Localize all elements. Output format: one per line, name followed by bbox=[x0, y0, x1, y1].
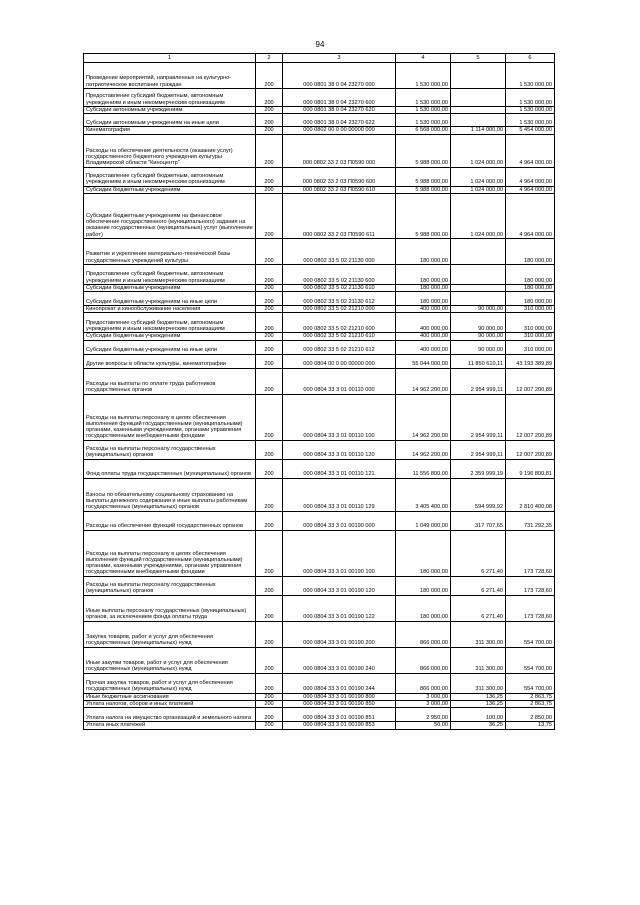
row-executed-cell bbox=[451, 89, 506, 107]
row-remaining-cell: 2 850,00 bbox=[506, 708, 555, 722]
row-grbs-cell: 200 bbox=[256, 292, 283, 306]
page-number: 94 bbox=[315, 40, 325, 49]
row-executed-cell bbox=[451, 114, 506, 127]
row-remaining-cell: 310 000,00 bbox=[506, 306, 555, 313]
table-row bbox=[84, 722, 555, 729]
row-grbs-cell: 200 bbox=[256, 89, 283, 107]
row-remaining-cell: 173 728,60 bbox=[506, 595, 555, 621]
row-executed-cell: 90 000,00 bbox=[451, 313, 506, 333]
row-approved-cell: 1 530 000,00 bbox=[396, 63, 451, 89]
row-grbs-cell: 200 bbox=[256, 576, 283, 595]
table-row bbox=[84, 340, 555, 354]
row-name-cell: Иные бюджетные ассигнования bbox=[84, 693, 256, 700]
row-grbs-cell: 200 bbox=[256, 134, 283, 167]
row-name-cell: Уплата иных платежей bbox=[84, 722, 256, 729]
row-remaining-cell: 2 863,75 bbox=[506, 693, 555, 700]
row-grbs-cell: 200 bbox=[256, 127, 283, 134]
row-executed-cell bbox=[451, 63, 506, 89]
row-approved-cell: 180 000,00 bbox=[396, 264, 451, 284]
row-executed-cell: 136,25 bbox=[451, 701, 506, 708]
table-row bbox=[84, 530, 555, 576]
row-approved-cell: 14 962 200,00 bbox=[396, 440, 451, 459]
row-grbs-cell: 200 bbox=[256, 284, 283, 291]
row-name-cell: Фонд оплаты труда государственных (муниципальных) органов bbox=[84, 459, 256, 478]
table-row bbox=[84, 107, 555, 114]
row-approved-cell: 180 000,00 bbox=[396, 284, 451, 291]
table-row bbox=[84, 368, 555, 394]
row-grbs-cell: 200 bbox=[256, 63, 283, 89]
table-row bbox=[84, 459, 555, 478]
row-approved-cell: 6 568 000,00 bbox=[396, 127, 451, 134]
table-row bbox=[84, 313, 555, 333]
row-approved-cell: 5 988 000,00 bbox=[396, 193, 451, 238]
row-code-cell: 000 0802 33 5 02 21210 612 bbox=[283, 340, 396, 354]
row-code-cell: 000 0802 33 5 02 21130 612 bbox=[283, 292, 396, 306]
row-grbs-cell: 200 bbox=[256, 440, 283, 459]
header-cell: 1 bbox=[84, 54, 256, 63]
row-approved-cell: 180 000,00 bbox=[396, 238, 451, 264]
row-executed-cell: 2 954 999,11 bbox=[451, 394, 506, 440]
row-approved-cell: 1 530 000,00 bbox=[396, 107, 451, 114]
header-cell: 4 bbox=[396, 54, 451, 63]
row-grbs-cell: 200 bbox=[256, 114, 283, 127]
row-remaining-cell: 13,75 bbox=[506, 722, 555, 729]
row-grbs-cell: 200 bbox=[256, 595, 283, 621]
row-executed-cell: 2 359 999,19 bbox=[451, 459, 506, 478]
row-grbs-cell: 200 bbox=[256, 647, 283, 673]
table-row bbox=[84, 647, 555, 673]
table-row bbox=[84, 114, 555, 127]
row-approved-cell: 180 000,00 bbox=[396, 595, 451, 621]
row-remaining-cell: 310 000,00 bbox=[506, 333, 555, 340]
row-name-cell: Уплата налога на имущество организаций и земельного налога bbox=[84, 708, 256, 722]
row-name-cell: Расходы на выплаты персоналу в целях обеспечения выполнения функций государственными (муниципальными) органами, казенными учреждениями, органами управления государственными внебюджетными фондами bbox=[84, 394, 256, 440]
row-approved-cell: 400 000,00 bbox=[396, 306, 451, 313]
row-remaining-cell: 173 728,60 bbox=[506, 576, 555, 595]
row-code-cell: 000 0804 33 3 01 00110 000 bbox=[283, 368, 396, 394]
row-name-cell: Другие вопросы в области культуры, кинематографии bbox=[84, 354, 256, 368]
row-grbs-cell: 200 bbox=[256, 708, 283, 722]
row-executed-cell bbox=[451, 284, 506, 291]
row-executed-cell: 11 850 610,11 bbox=[451, 354, 506, 368]
row-approved-cell: 14 962 200,00 bbox=[396, 394, 451, 440]
row-remaining-cell: 180 000,00 bbox=[506, 292, 555, 306]
row-grbs-cell: 200 bbox=[256, 394, 283, 440]
row-remaining-cell: 310 000,00 bbox=[506, 340, 555, 354]
row-name-cell: Расходы на выплаты по оплате труда работников государственных органов bbox=[84, 368, 256, 394]
row-code-cell: 000 0804 00 0 00 00000 000 bbox=[283, 354, 396, 368]
row-code-cell: 000 0802 33 5 02 21130 000 bbox=[283, 238, 396, 264]
row-executed-cell: 311 300,00 bbox=[451, 621, 506, 647]
row-code-cell: 000 0804 33 3 01 00190 850 bbox=[283, 701, 396, 708]
table-row bbox=[84, 621, 555, 647]
row-name-cell: Субсидии бюджетным учреждениям bbox=[84, 284, 256, 291]
row-code-cell: 000 0804 33 3 01 00110 129 bbox=[283, 478, 396, 511]
row-executed-cell: 6 271,40 bbox=[451, 530, 506, 576]
row-executed-cell: 136,25 bbox=[451, 693, 506, 700]
row-grbs-cell: 200 bbox=[256, 193, 283, 238]
row-code-cell: 000 0801 38 0 04 23270 620 bbox=[283, 107, 396, 114]
row-remaining-cell: 43 193 389,89 bbox=[506, 354, 555, 368]
row-name-cell: Расходы на выплаты персоналу в целях обеспечения выполнения функций государственными (муниципальными) органами, казенными учреждениями, органами управления государственными внебюджетными фондами bbox=[84, 530, 256, 576]
header-cell: 6 bbox=[506, 54, 555, 63]
header-cell: 3 bbox=[283, 54, 396, 63]
row-grbs-cell: 200 bbox=[256, 621, 283, 647]
row-executed-cell: 1 114 000,00 bbox=[451, 127, 506, 134]
row-name-cell: Расходы на обеспечение деятельности (оказание услуг) государственного бюджетного учреждения культуры Владимирской области "Киноцентр" bbox=[84, 134, 256, 167]
row-executed-cell bbox=[451, 264, 506, 284]
row-code-cell: 000 0802 33 5 02 21210 000 bbox=[283, 306, 396, 313]
row-name-cell: Расходы на выплаты персоналу государственных (муниципальных) органов bbox=[84, 440, 256, 459]
row-grbs-cell: 200 bbox=[256, 264, 283, 284]
row-executed-cell: 594 999,92 bbox=[451, 478, 506, 511]
row-code-cell: 000 0804 33 3 01 00190 100 bbox=[283, 530, 396, 576]
row-grbs-cell: 200 bbox=[256, 722, 283, 729]
row-name-cell: Развитие и укрепление материально-технической базы государственных учреждений культуры bbox=[84, 238, 256, 264]
row-code-cell: 000 0804 33 3 01 00190 000 bbox=[283, 511, 396, 530]
row-approved-cell: 3 405 400,00 bbox=[396, 478, 451, 511]
row-remaining-cell: 310 000,00 bbox=[506, 313, 555, 333]
row-approved-cell: 11 556 800,00 bbox=[396, 459, 451, 478]
row-name-cell: Субсидии бюджетным учреждениям bbox=[84, 186, 256, 193]
row-approved-cell: 55 044 000,00 bbox=[396, 354, 451, 368]
row-grbs-cell: 200 bbox=[256, 313, 283, 333]
row-code-cell: 000 0801 38 0 04 23270 600 bbox=[283, 89, 396, 107]
header-cell: 5 bbox=[451, 54, 506, 63]
row-executed-cell: 6 271,40 bbox=[451, 595, 506, 621]
row-grbs-cell: 200 bbox=[256, 107, 283, 114]
row-code-cell: 000 0802 33 5 02 21130 610 bbox=[283, 284, 396, 291]
row-remaining-cell: 1 530 000,00 bbox=[506, 63, 555, 89]
row-executed-cell: 90 000,00 bbox=[451, 333, 506, 340]
row-remaining-cell: 9 196 800,81 bbox=[506, 459, 555, 478]
row-remaining-cell: 12 007 200,89 bbox=[506, 440, 555, 459]
budget-table bbox=[83, 53, 555, 730]
row-code-cell: 000 0804 33 3 01 00190 800 bbox=[283, 693, 396, 700]
row-code-cell: 000 0802 33 2 03 П0590 610 bbox=[283, 186, 396, 193]
row-code-cell: 000 0802 33 5 02 21130 600 bbox=[283, 264, 396, 284]
row-code-cell: 000 0804 33 3 01 00190 200 bbox=[283, 621, 396, 647]
row-grbs-cell: 200 bbox=[256, 459, 283, 478]
table-row bbox=[84, 478, 555, 511]
row-code-cell: 000 0802 33 5 02 21210 610 bbox=[283, 333, 396, 340]
row-code-cell: 000 0804 33 3 01 00190 851 bbox=[283, 708, 396, 722]
row-approved-cell: 866 000,00 bbox=[396, 647, 451, 673]
row-remaining-cell: 554 700,00 bbox=[506, 673, 555, 693]
table-row bbox=[84, 576, 555, 595]
table-row bbox=[84, 284, 555, 291]
row-approved-cell: 14 962 200,00 bbox=[396, 368, 451, 394]
table-row bbox=[84, 292, 555, 306]
row-code-cell: 000 0804 33 3 01 00110 121 bbox=[283, 459, 396, 478]
row-name-cell: Иные выплаты персоналу государственных (муниципальных) органов, за исключением фонда оплаты труда bbox=[84, 595, 256, 621]
row-remaining-cell: 554 700,00 bbox=[506, 647, 555, 673]
row-grbs-cell: 200 bbox=[256, 693, 283, 700]
row-code-cell: 000 0804 33 3 01 00190 120 bbox=[283, 576, 396, 595]
row-approved-cell: 180 000,00 bbox=[396, 530, 451, 576]
row-executed-cell: 100,00 bbox=[451, 708, 506, 722]
row-remaining-cell: 12 007 200,89 bbox=[506, 368, 555, 394]
row-grbs-cell: 200 bbox=[256, 511, 283, 530]
row-remaining-cell: 4 964 000,00 bbox=[506, 167, 555, 186]
row-code-cell: 000 0804 33 3 01 00190 853 bbox=[283, 722, 396, 729]
row-approved-cell: 866 000,00 bbox=[396, 621, 451, 647]
table-row bbox=[84, 394, 555, 440]
row-code-cell: 000 0801 38 0 04 23270 622 bbox=[283, 114, 396, 127]
row-grbs-cell: 200 bbox=[256, 478, 283, 511]
table-row bbox=[84, 673, 555, 693]
row-code-cell: 000 0804 33 3 01 00110 100 bbox=[283, 394, 396, 440]
row-remaining-cell: 4 964 000,00 bbox=[506, 134, 555, 167]
row-approved-cell: 5 988 000,00 bbox=[396, 167, 451, 186]
row-name-cell: Расходы на выплаты персоналу государственных (муниципальных) органов bbox=[84, 576, 256, 595]
row-approved-cell: 1 049 000,00 bbox=[396, 511, 451, 530]
row-name-cell: Иные закупки товаров, работ и услуг для обеспечения государственных (муниципальных) нужд bbox=[84, 647, 256, 673]
row-grbs-cell: 200 bbox=[256, 368, 283, 394]
row-approved-cell: 3 000,00 bbox=[396, 701, 451, 708]
row-code-cell: 000 0801 38 0 04 23270 000 bbox=[283, 63, 396, 89]
row-grbs-cell: 200 bbox=[256, 340, 283, 354]
row-remaining-cell: 2 863,75 bbox=[506, 701, 555, 708]
row-name-cell: Субсидии бюджетным учреждениям на иные цели bbox=[84, 292, 256, 306]
row-approved-cell: 180 000,00 bbox=[396, 576, 451, 595]
row-approved-cell: 3 000,00 bbox=[396, 693, 451, 700]
row-approved-cell: 1 530 000,00 bbox=[396, 114, 451, 127]
row-executed-cell: 6 271,40 bbox=[451, 576, 506, 595]
row-remaining-cell: 731 292,35 bbox=[506, 511, 555, 530]
row-remaining-cell: 180 000,00 bbox=[506, 264, 555, 284]
row-grbs-cell: 200 bbox=[256, 530, 283, 576]
row-grbs-cell: 200 bbox=[256, 354, 283, 368]
row-name-cell: Субсидии бюджетным учреждениям bbox=[84, 333, 256, 340]
row-approved-cell: 400 000,00 bbox=[396, 313, 451, 333]
row-remaining-cell: 12 007 200,89 bbox=[506, 394, 555, 440]
table-row bbox=[84, 134, 555, 167]
row-grbs-cell: 200 bbox=[256, 306, 283, 313]
row-name-cell: Кинематография bbox=[84, 127, 256, 134]
row-name-cell: Предоставление субсидий бюджетным, автономным учреждениям и иным некоммерческим организациям bbox=[84, 313, 256, 333]
row-remaining-cell: 1 530 000,00 bbox=[506, 114, 555, 127]
table-row bbox=[84, 238, 555, 264]
table-row bbox=[84, 333, 555, 340]
table-row bbox=[84, 708, 555, 722]
row-code-cell: 000 0802 33 2 03 П0590 600 bbox=[283, 167, 396, 186]
row-code-cell: 000 0802 00 0 00 00000 000 bbox=[283, 127, 396, 134]
row-executed-cell: 1 024 000,00 bbox=[451, 134, 506, 167]
row-name-cell: Субсидии бюджетным учреждениям на иные цели bbox=[84, 340, 256, 354]
row-executed-cell bbox=[451, 292, 506, 306]
table-row bbox=[84, 701, 555, 708]
row-code-cell: 000 0804 33 3 01 00190 240 bbox=[283, 647, 396, 673]
row-name-cell: Субсидии автономным учреждениям на иные цели bbox=[84, 114, 256, 127]
row-remaining-cell: 180 000,00 bbox=[506, 284, 555, 291]
row-approved-cell: 400 000,00 bbox=[396, 333, 451, 340]
row-remaining-cell: 1 530 000,00 bbox=[506, 107, 555, 114]
row-name-cell: Предоставление субсидий бюджетным, автономным учреждениям и иным некоммерческим организациям bbox=[84, 167, 256, 186]
table-header-row bbox=[84, 54, 555, 63]
row-name-cell: Предоставление субсидий бюджетным, автономным учреждениям и иным некоммерческим организациям bbox=[84, 89, 256, 107]
row-approved-cell: 400 000,00 bbox=[396, 340, 451, 354]
table-row bbox=[84, 595, 555, 621]
row-code-cell: 000 0802 33 5 02 21210 600 bbox=[283, 313, 396, 333]
row-approved-cell: 50,00 bbox=[396, 722, 451, 729]
row-approved-cell: 180 000,00 bbox=[396, 292, 451, 306]
row-executed-cell: 1 024 000,00 bbox=[451, 193, 506, 238]
row-executed-cell: 317 707,65 bbox=[451, 511, 506, 530]
row-remaining-cell: 1 530 000,00 bbox=[506, 89, 555, 107]
row-code-cell: 000 0804 33 3 01 00190 244 bbox=[283, 673, 396, 693]
row-approved-cell: 866 000,00 bbox=[396, 673, 451, 693]
row-grbs-cell: 200 bbox=[256, 701, 283, 708]
table-row bbox=[84, 306, 555, 313]
row-executed-cell: 90 000,00 bbox=[451, 340, 506, 354]
table-row bbox=[84, 264, 555, 284]
row-executed-cell bbox=[451, 107, 506, 114]
row-code-cell: 000 0804 33 3 01 00110 120 bbox=[283, 440, 396, 459]
table-row bbox=[84, 193, 555, 238]
table-row bbox=[84, 89, 555, 107]
row-remaining-cell: 2 810 400,08 bbox=[506, 478, 555, 511]
row-grbs-cell: 200 bbox=[256, 333, 283, 340]
row-name-cell: Прочая закупка товаров, работ и услуг для обеспечения государственных (муниципальных) нужд bbox=[84, 673, 256, 693]
table-row bbox=[84, 511, 555, 530]
row-remaining-cell: 4 964 000,00 bbox=[506, 186, 555, 193]
row-executed-cell: 311 300,00 bbox=[451, 647, 506, 673]
table-row bbox=[84, 167, 555, 186]
row-remaining-cell: 5 454 000,00 bbox=[506, 127, 555, 134]
row-code-cell: 000 0802 33 2 03 П0590 000 bbox=[283, 134, 396, 167]
row-executed-cell: 1 024 000,00 bbox=[451, 167, 506, 186]
row-executed-cell bbox=[451, 238, 506, 264]
row-name-cell: Кинопрокат и кинообслуживание населения bbox=[84, 306, 256, 313]
row-grbs-cell: 200 bbox=[256, 238, 283, 264]
row-grbs-cell: 200 bbox=[256, 673, 283, 693]
row-code-cell: 000 0804 33 3 01 00190 122 bbox=[283, 595, 396, 621]
row-name-cell: Взносы по обязательному социальному страхованию на выплаты денежного содержания и иные выплаты работникам государственных (муниципальных) органов bbox=[84, 478, 256, 511]
row-name-cell: Проведение мероприятий, направленных на культурно-патриотическое воспитание граждан bbox=[84, 63, 256, 89]
row-grbs-cell: 200 bbox=[256, 186, 283, 193]
table-row bbox=[84, 693, 555, 700]
row-name-cell: Предоставление субсидий бюджетным, автономным учреждениям и иным некоммерческим организациям bbox=[84, 264, 256, 284]
row-executed-cell: 311 300,00 bbox=[451, 673, 506, 693]
row-remaining-cell: 180 000,00 bbox=[506, 238, 555, 264]
row-executed-cell: 2 954 999,11 bbox=[451, 440, 506, 459]
row-executed-cell: 36,25 bbox=[451, 722, 506, 729]
row-approved-cell: 5 988 000,00 bbox=[396, 186, 451, 193]
header-cell: 2 bbox=[256, 54, 283, 63]
row-name-cell: Закупка товаров, работ и услуг для обеспечения государственных (муниципальных) нужд bbox=[84, 621, 256, 647]
row-code-cell: 000 0802 33 2 03 П0590 611 bbox=[283, 193, 396, 238]
row-approved-cell: 2 950,00 bbox=[396, 708, 451, 722]
table-row bbox=[84, 440, 555, 459]
table-row bbox=[84, 186, 555, 193]
row-executed-cell: 90 000,00 bbox=[451, 306, 506, 313]
row-name-cell: Уплата налогов, сборов и иных платежей bbox=[84, 701, 256, 708]
row-executed-cell: 2 954 999,11 bbox=[451, 368, 506, 394]
table-row bbox=[84, 127, 555, 134]
row-name-cell: Субсидии бюджетным учреждениям на финансовое обеспечение государственного (муниципального) задания на оказание государственных (муниципальных) услуг (выполнение работ) bbox=[84, 193, 256, 238]
table-row bbox=[84, 354, 555, 368]
row-remaining-cell: 4 964 000,00 bbox=[506, 193, 555, 238]
row-name-cell: Субсидии автономным учреждениям bbox=[84, 107, 256, 114]
row-remaining-cell: 173 728,60 bbox=[506, 530, 555, 576]
row-executed-cell: 1 024 000,00 bbox=[451, 186, 506, 193]
row-name-cell: Расходы на обеспечение функций государственных органов bbox=[84, 511, 256, 530]
row-approved-cell: 1 530 000,00 bbox=[396, 89, 451, 107]
table-row bbox=[84, 63, 555, 89]
row-approved-cell: 5 988 000,00 bbox=[396, 134, 451, 167]
row-grbs-cell: 200 bbox=[256, 167, 283, 186]
row-remaining-cell: 554 700,00 bbox=[506, 621, 555, 647]
